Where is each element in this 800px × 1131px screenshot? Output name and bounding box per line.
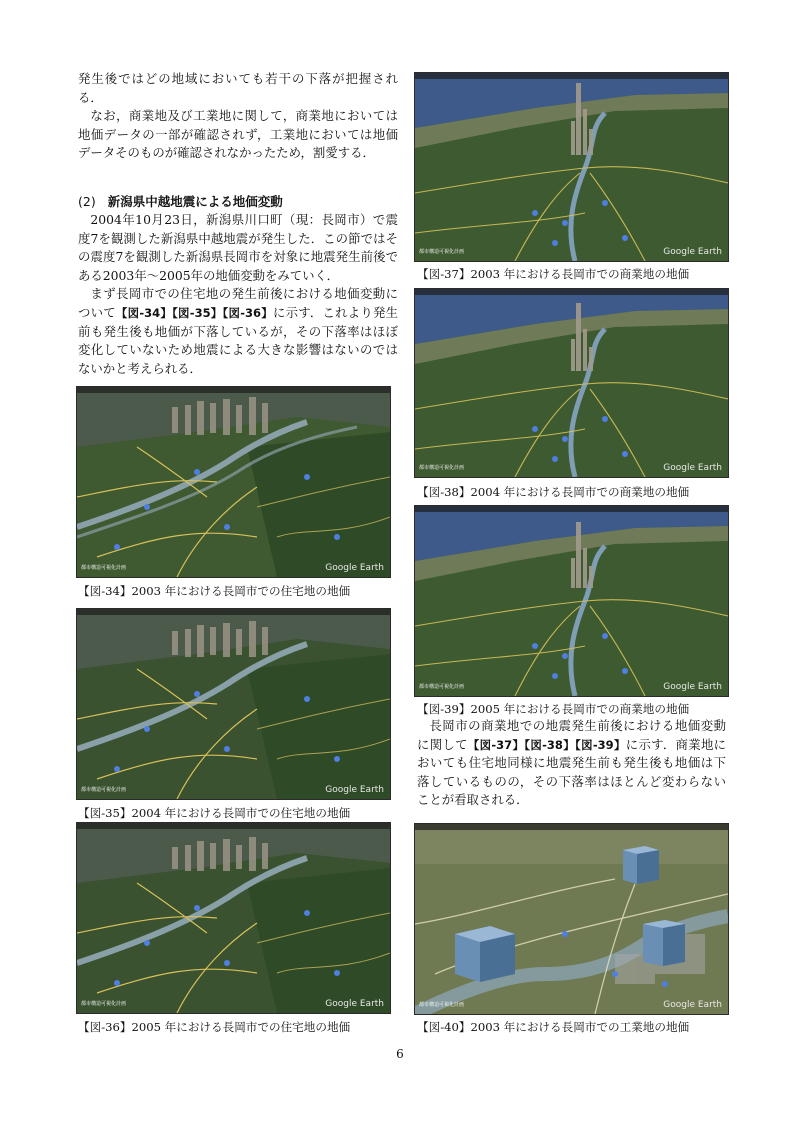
figure-35-image: [76, 608, 391, 800]
figure-37-caption: 【図-37】2003 年における長岡市での商業地の地価: [417, 267, 690, 281]
figure-39-image: [414, 505, 729, 697]
google-earth-watermark: Google Earth: [663, 247, 722, 257]
figure-34-caption: 【図-34】2003 年における長岡市での住宅地の地価: [78, 584, 351, 598]
commercial-paragraph: 長岡市の商業地での地震発生前後における地価変動に関して【図-37】【図-38】【図-39】に示す．商業地においても住宅地同様に地震発生前も発生後も地価は下落しているものの，その下落率はほとんど変わらないことが看取される．: [417, 718, 727, 808]
map-credit: 都市構造可視化計画: [419, 684, 465, 690]
figure-39-caption: 【図-39】2005 年における長岡市での商業地の地価: [417, 702, 690, 716]
terrain-map: [77, 609, 390, 799]
map-credit: 都市構造可視化計画: [419, 1002, 465, 1008]
ref-fig39: 【図-39】: [575, 737, 626, 752]
google-earth-watermark: Google Earth: [663, 1000, 722, 1010]
ref-fig36: 【図-36】: [222, 305, 273, 320]
terrain-map: [77, 823, 390, 1013]
note-paragraph: なお，商業地及び工業地に関して，商業地においては地価データの一部が確認されず，工業地においては地価データそのものが確認されなかったため，割愛する．: [78, 108, 398, 161]
google-earth-watermark: Google Earth: [325, 999, 384, 1009]
figure-40-image: [414, 823, 729, 1015]
terrain-map: [415, 289, 728, 477]
terrain-map: [77, 387, 390, 577]
ref-fig38: 【図-38】: [524, 737, 576, 752]
google-earth-watermark: Google Earth: [325, 563, 384, 573]
terrain-map: [415, 73, 728, 261]
google-earth-watermark: Google Earth: [663, 463, 722, 473]
figure-34-image: [76, 386, 391, 578]
body-text-left: [78, 211, 398, 378]
google-earth-watermark: Google Earth: [663, 682, 722, 692]
ref-fig35: 【図-35】: [172, 305, 223, 320]
ref-fig37: 【図-37】: [467, 737, 525, 752]
figure-36-caption: 【図-36】2005 年における長岡市での住宅地の地価: [78, 1020, 351, 1034]
section-title: 新潟県中越地震による地価変動: [107, 194, 283, 209]
figure-35-caption: 【図-35】2004 年における長岡市での住宅地の地価: [78, 806, 351, 820]
google-earth-watermark: Google Earth: [325, 785, 384, 795]
figure-37-image: [414, 72, 729, 262]
figure-36-image: [76, 822, 391, 1014]
figure-38-caption: 【図-38】2004 年における長岡市での商業地の地価: [417, 485, 690, 499]
map-credit: 都市構造可視化計画: [81, 565, 127, 571]
figure-40-caption: 【図-40】2003 年における長岡市での工業地の地価: [417, 1020, 690, 1034]
map-credit: 都市構造可視化計画: [419, 465, 465, 471]
intro-tail: 発生後ではどの地域においても若干の下落が把握される． なお，商業地及び工業地に関して，商業地においては地価データの一部が確認されず，工業地においては地価データそのものが確認されなかったため，割愛する．: [78, 70, 398, 163]
residential-paragraph: まず長岡市での住宅地の発生前後における地価変動について【図-34】【図-35】【図-36】に示す．これより発生前も発生後も地価が下落しているが，その下落率はほぼ変化していないため地震による大きな影響はないのではないかと考えられる．: [78, 286, 398, 376]
figure-38-image: [414, 288, 729, 478]
section-number: (2): [78, 194, 96, 209]
earthquake-paragraph: 2004年10月23日，新潟県川口町（現：長岡市）で震度7を観測した新潟県中越地震が発生した．この節ではその震度7を観測した新潟県長岡市を対象に地震発生前後である2003年～2005年の地価変動をみていく．: [78, 212, 398, 283]
map-credit: 都市構造可視化計画: [81, 787, 127, 793]
ref-fig34: 【図-34】: [115, 305, 173, 320]
body-text-right: [417, 717, 726, 810]
map-credit: 都市構造可視化計画: [419, 249, 465, 255]
terrain-map: [415, 824, 728, 1014]
terrain-map: [415, 506, 728, 696]
page-number: 6: [396, 1047, 404, 1061]
map-credit: 都市構造可視化計画: [81, 1001, 127, 1007]
section-heading: [78, 193, 398, 211]
